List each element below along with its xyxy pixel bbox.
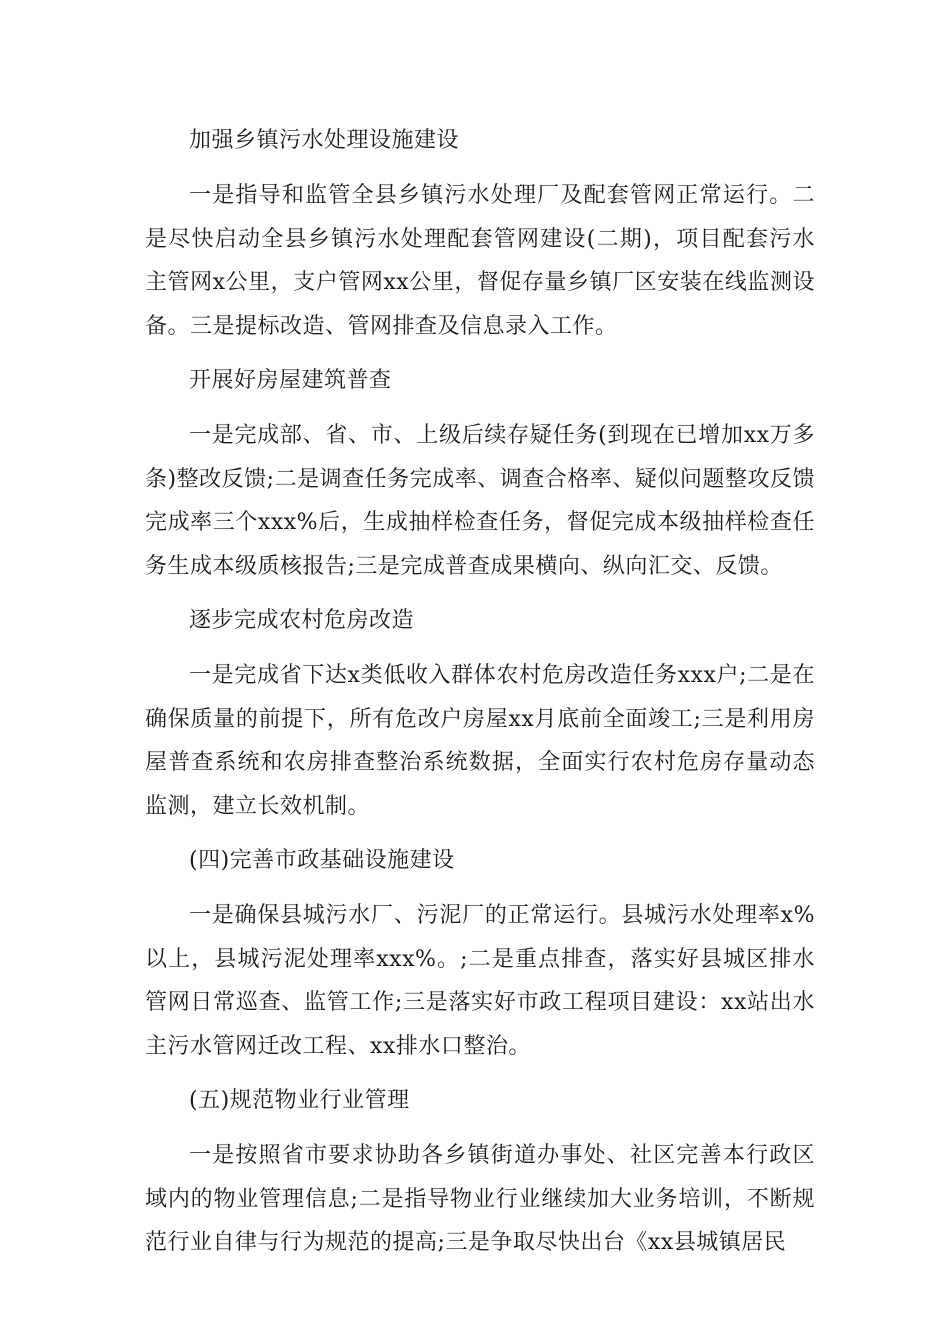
section-body-municipal-infrastructure: 一是确保县城污水厂、污泥厂的正常运行。县城污水处理率x%以上，县城污泥处理率xxx%。;二是重点排查，落实好县城区排水管网日常巡查、监管工作;三是落实好市政工程项目建设：xx站出水主污水管网迁改工程、xx排水口整治。 [145,903,815,1059]
section-heading-township-sewage: 加强乡镇污水处理设施建设 [189,128,460,153]
section-heading-housing-census: 开展好房屋建筑普查 [189,368,392,393]
document-body [145,118,815,1275]
section-body-housing-census: 一是完成部、省、市、上级后续存疑任务(到现在已增加xx万多条)整改反馈;二是调查任务完成率、调查合格率、疑似问题整攻反馈完成率三个xxx%后，生成抽样检查任务，督促完成本级抽样检查任务生成本级质核报告;三是完成普查成果横向、纵向汇交、反馈。 [145,423,815,579]
section-heading-rural-dilapidated-housing: 逐步完成农村危房改造 [189,608,415,633]
section-heading-property-management: (五)规范物业行业管理 [189,1088,410,1113]
section-body-township-sewage: 一是指导和监管全县乡镇污水处理厂及配套管网正常运行。二是尽快启动全县乡镇污水处理配套管网建设(二期)，项目配套污水主管网x公里，支户管网xx公里，督促存量乡镇厂区安装在线监测设备。三是提标改造、管网排查及信息录入工作。 [145,183,815,339]
section-heading-municipal-infrastructure: (四)完善市政基础设施建设 [189,848,455,873]
section-body-property-management: 一是按照省市要求协助各乡镇街道办事处、社区完善本行政区域内的物业管理信息;二是指导物业行业继续加大业务培训，不断规范行业自律与行为规范的提高;三是争取尽快出台《xx县城镇居民 [145,1143,815,1255]
section-body-rural-dilapidated-housing: 一是完成省下达x类低收入群体农村危房改造任务xxx户;二是在确保质量的前提下，所有危改户房屋xx月底前全面竣工;三是利用房屋普查系统和农房排查整治系统数据，全面实行农村危房存量动态监测，建立长效机制。 [145,663,815,819]
